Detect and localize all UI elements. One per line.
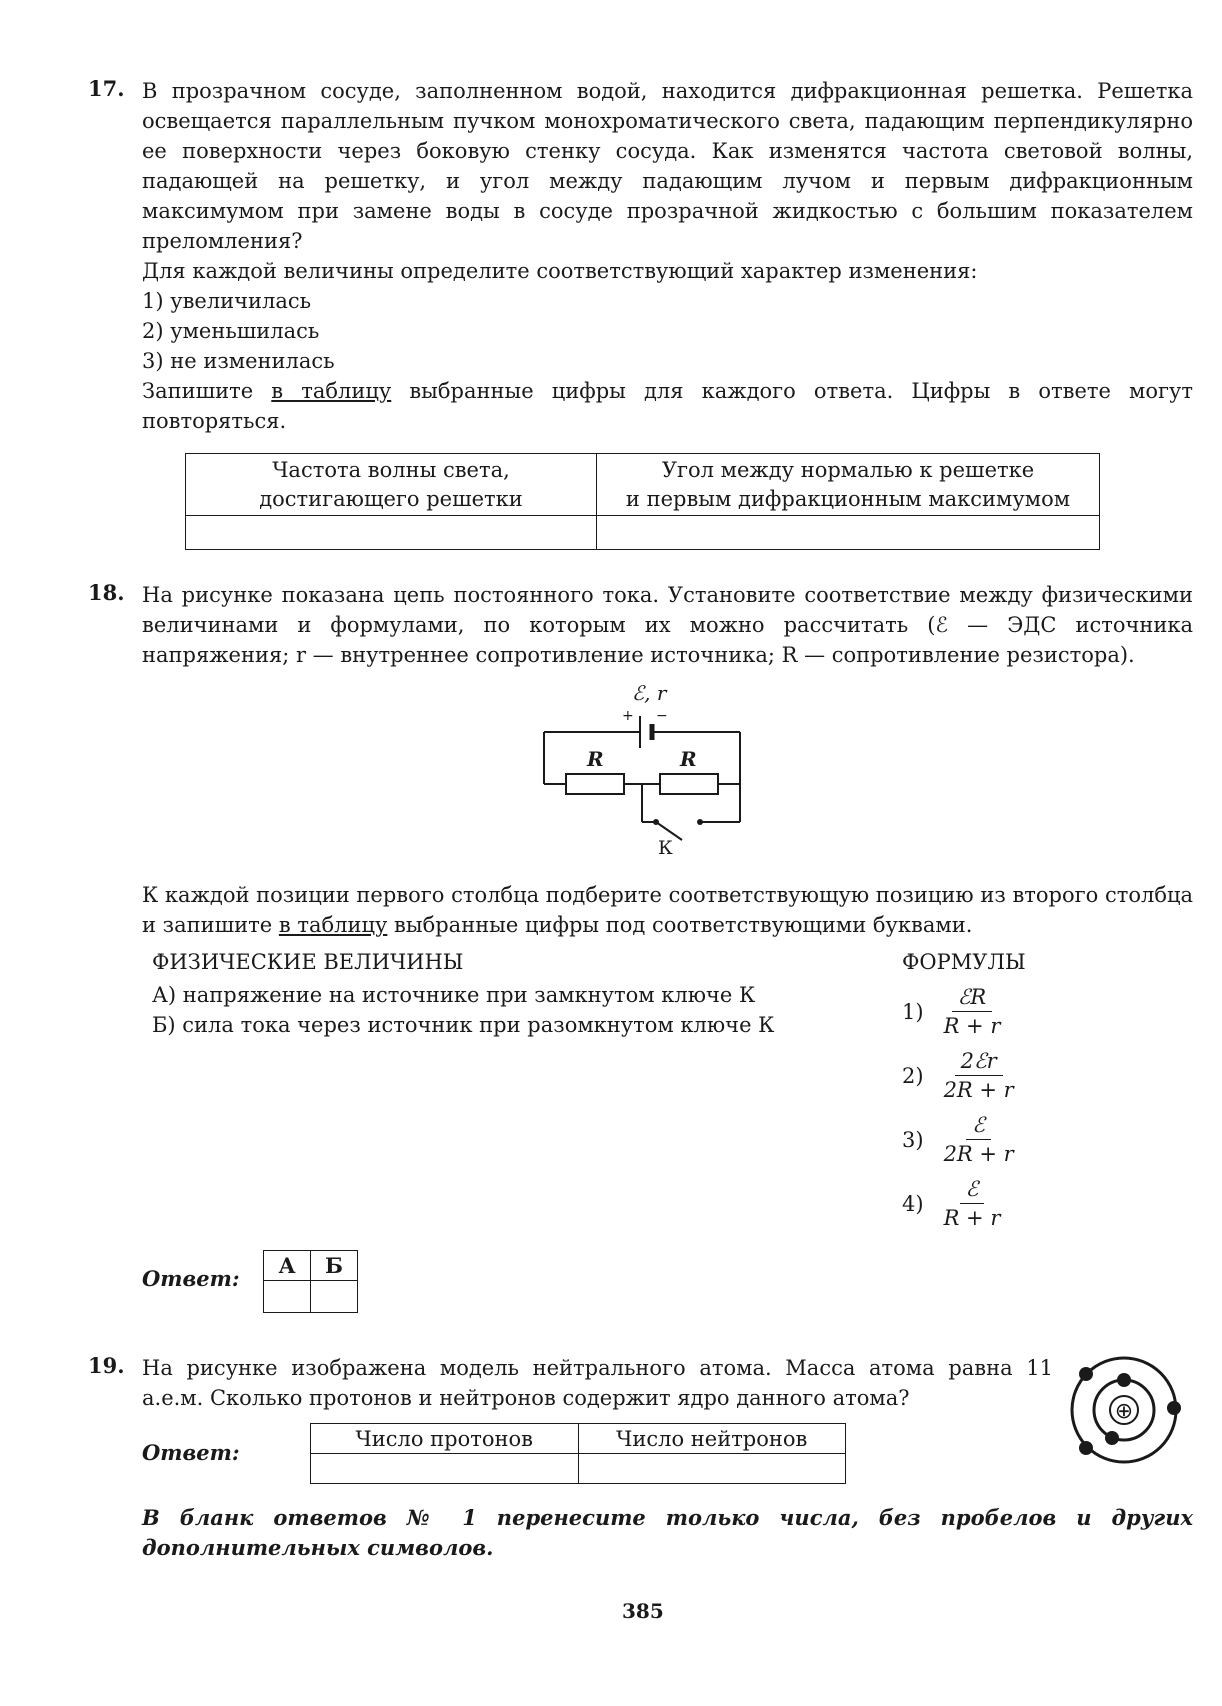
resistor-label: R [587, 747, 604, 771]
answer-table-19 [310, 1423, 846, 1484]
electron [1167, 1401, 1181, 1415]
matching-instruction: К каждой позиции первого столбца подберите соответствующую позицию из второго столбца и запишите в таблицу выбранные цифры под соответствующими буквами. [142, 883, 1193, 937]
table-header-angle: Угол между нормалью к решетке и первым дифракционным максимумом [597, 454, 1100, 516]
resistor-label: R [680, 747, 697, 771]
quantity-item-b: Б) сила тока через источник при разомкнутом ключе К [152, 1013, 775, 1037]
answer-col-b: Б [311, 1251, 358, 1281]
resistor-2 [660, 774, 718, 794]
source-label: ℰ, r [632, 681, 667, 705]
question-text: На рисунке изображена модель нейтрального атома. Масса атома равна 11 а.е.м. Сколько протонов и нейтронов содержит ядро данного атома? [142, 1356, 1053, 1410]
question-number: 18. [88, 580, 125, 605]
electron [1079, 1367, 1093, 1381]
answer-label: Ответ: [142, 1440, 240, 1465]
column-title-quantities: ФИЗИЧЕСКИЕ ВЕЛИЧИНЫ [152, 950, 464, 974]
key-label: К [658, 837, 673, 859]
question-text: В прозрачном сосуде, заполненном водой, находится дифракционная решетка. Решетка освещается параллельным пучком монохроматического света, падающим перпендикулярно ее поверхности через боковую стенку сосуда. Как изменятся частота световой волны, падающей на решетку, и угол между падающим лучом и первым дифракционным максимумом при замене воды в сосуде прозрачной жидкостью с большим показателем преломления? [142, 79, 1193, 253]
answer-cell-angle[interactable] [597, 516, 1100, 550]
table-header-neutrons: Число нейтронов [578, 1424, 846, 1454]
answer-table-18 [263, 1250, 358, 1313]
resistor-1 [566, 774, 624, 794]
table-header-protons: Число протонов [311, 1424, 579, 1454]
table-header-frequency: Частота волны света, достигающего решетки [186, 454, 597, 516]
switch-contact [653, 819, 659, 825]
page-number: 385 [622, 1599, 664, 1623]
question-number: 17. [88, 76, 125, 101]
formula-1: 1) $\frac{\text{ℰR}}{R + r}$ [902, 985, 1001, 1038]
answer-instruction: Запишите в таблицу выбранные цифры для каждого ответа. Цифры в ответе могут повторяться. [142, 379, 1193, 433]
electron [1117, 1373, 1131, 1387]
option-item: 3) не изменилась [142, 349, 335, 373]
minus-sign: − [656, 708, 668, 724]
electron [1079, 1441, 1093, 1455]
formula-2: 2) $\frac{\text{2ℰr}}{2R + r}$ [902, 1049, 1014, 1102]
question-number: 19. [88, 1353, 125, 1378]
option-item: 1) увеличилась [142, 289, 312, 313]
answer-cell-b[interactable] [311, 1281, 358, 1313]
answer-cell-neutrons[interactable] [578, 1454, 846, 1484]
formula-3: 3) $\frac{\text{ℰ}}{2R + r}$ [902, 1113, 1014, 1166]
answer-col-a: А [264, 1251, 311, 1281]
nucleus-symbol: ⊕ [1114, 1399, 1134, 1424]
answer-cell-protons[interactable] [311, 1454, 579, 1484]
question-text: На рисунке показана цепь постоянного тока. Установите соответствие между физическими величинами и формулами, по которым их можно рассчитать (ℰ — ЭДС источника напряжения; r — внутреннее сопротивление источника; R — сопротивление резистора). [142, 583, 1193, 667]
atom-model [1064, 1350, 1184, 1470]
circuit-diagram [530, 680, 750, 860]
option-item: 2) уменьшилась [142, 319, 320, 343]
instruction-text: Для каждой величины определите соответствующий характер изменения: [142, 259, 978, 283]
footer-note-wrap [142, 1503, 1193, 1563]
plus-sign: + [622, 708, 634, 724]
answer-table-17 [185, 453, 1100, 550]
switch-contact [697, 819, 703, 825]
column-title-formulas: ФОРМУЛЫ [902, 950, 1026, 974]
quantity-item-a: А) напряжение на источнике при замкнутом ключе К [152, 983, 756, 1007]
answer-cell-frequency[interactable] [186, 516, 597, 550]
footer-note: В бланк ответов № 1 перенесите только числа, без пробелов и других дополнительных символов. [142, 1505, 1193, 1560]
answer-cell-a[interactable] [264, 1281, 311, 1313]
answer-label: Ответ: [142, 1266, 240, 1291]
electron [1105, 1431, 1119, 1445]
formula-4: 4) $\frac{\text{ℰ}}{R + r}$ [902, 1177, 1001, 1230]
